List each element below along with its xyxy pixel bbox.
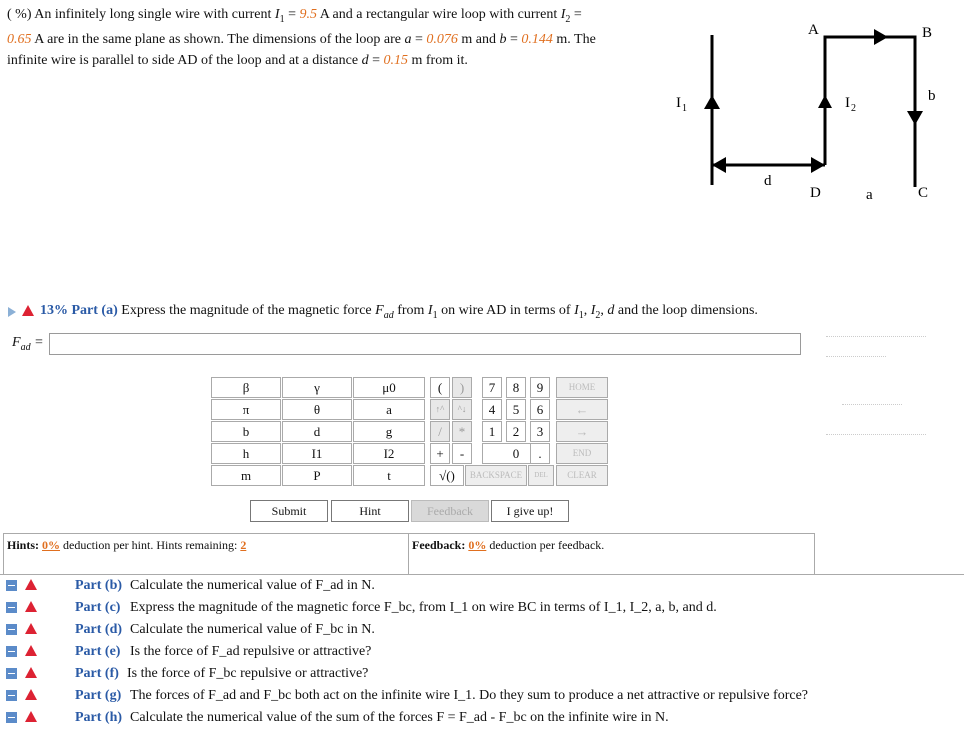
- part-row-b[interactable]: [0, 576, 964, 598]
- problem-text-6: m from it.: [411, 52, 468, 68]
- key-P[interactable]: P: [282, 465, 352, 486]
- key-arrow-up[interactable]: ↑^: [430, 399, 450, 420]
- I2-value: 0.65: [7, 32, 32, 48]
- label-d: d: [764, 173, 772, 189]
- warning-icon: [25, 645, 37, 656]
- key-backspace[interactable]: BACKSPACE: [465, 465, 527, 486]
- part-text: Calculate the numerical value of F_ad in N.: [130, 578, 375, 593]
- key-I2[interactable]: I2: [353, 443, 425, 464]
- warning-icon: [25, 689, 37, 700]
- key-9[interactable]: 9: [530, 377, 550, 398]
- collapse-icon[interactable]: [6, 602, 17, 613]
- part-a-end: and the loop dimensions.: [617, 303, 758, 318]
- key-8[interactable]: 8: [506, 377, 526, 398]
- label-b: b: [928, 88, 936, 104]
- feedback-label: Feedback:: [412, 538, 466, 552]
- label-B: B: [922, 25, 933, 41]
- label-a: a: [866, 187, 873, 203]
- part-a-from: from: [397, 303, 425, 318]
- hint-button[interactable]: Hint: [331, 500, 409, 522]
- answer-label-F: F: [12, 335, 21, 350]
- warning-icon: [25, 623, 37, 634]
- d-arrow-right: [811, 157, 825, 173]
- part-row-g[interactable]: [0, 686, 964, 708]
- b-value: 0.144: [521, 32, 553, 48]
- collapse-icon[interactable]: [6, 624, 17, 635]
- key-2[interactable]: 2: [506, 421, 526, 442]
- part-text: Express the magnitude of the magnetic force F_bc, from I_1 on wire BC in terms of I_1, I_2, a, b, and d.: [130, 600, 717, 615]
- key-7[interactable]: 7: [482, 377, 502, 398]
- part-label: Part (c): [75, 600, 121, 615]
- d-value: 0.15: [383, 52, 408, 68]
- key-divide[interactable]: /: [430, 421, 450, 442]
- summary-line: [842, 396, 902, 405]
- part-row-h[interactable]: [0, 708, 964, 730]
- key-clear[interactable]: CLEAR: [556, 465, 608, 486]
- key-gamma[interactable]: γ: [282, 377, 352, 398]
- part-label: Part (h): [75, 710, 123, 725]
- play-icon[interactable]: [8, 307, 16, 317]
- problem-prefix: ( %): [7, 7, 35, 22]
- key-h[interactable]: h: [211, 443, 281, 464]
- part-label: Part (f): [75, 666, 119, 681]
- label-D: D: [810, 185, 821, 201]
- answer-label: [12, 335, 44, 353]
- grade-summary-panel: [822, 326, 962, 456]
- key-4[interactable]: 4: [482, 399, 502, 420]
- part-a-text: 13% Part (a) Express the magnitude of the magnetic force $F_{ad}$ from $I_1$ on wire AD in terms of $I_1$, $I_2$, d and the loop dimensions.: [40, 303, 758, 321]
- part-row-c[interactable]: [0, 598, 964, 620]
- key-left[interactable]: ←: [556, 399, 608, 420]
- key-paren-open[interactable]: (: [430, 377, 450, 398]
- key-t[interactable]: t: [353, 465, 425, 486]
- hints-label: Hints:: [7, 538, 40, 552]
- key-end[interactable]: END: [556, 443, 608, 464]
- feedback-box: [408, 533, 815, 575]
- warning-icon: [25, 711, 37, 722]
- key-I1[interactable]: I1: [282, 443, 352, 464]
- I2-arrow: [818, 95, 832, 108]
- problem-text-2: A and a rectangular wire loop with current: [319, 7, 558, 22]
- key-sqrt[interactable]: √(): [430, 465, 464, 486]
- key-multiply[interactable]: *: [452, 421, 472, 442]
- wire-loop: [825, 37, 915, 187]
- feedback-button[interactable]: Feedback: [411, 500, 489, 522]
- key-6[interactable]: 6: [530, 399, 550, 420]
- wire-loop-diagram: [660, 15, 960, 215]
- d-arrow-left: [712, 157, 726, 173]
- label-C: C: [918, 185, 929, 201]
- part-a-percent: 13%: [40, 303, 68, 318]
- summary-line: [826, 326, 926, 337]
- warning-icon: [25, 601, 37, 612]
- key-b[interactable]: b: [211, 421, 281, 442]
- part-text: The forces of F_ad and F_bc both act on the infinite wire I_1. Do they sum to produce a net attractive or repulsive force?: [130, 688, 808, 703]
- collapse-icon[interactable]: [6, 580, 17, 591]
- key-5[interactable]: 5: [506, 399, 526, 420]
- warning-icon: [25, 667, 37, 678]
- problem-text-5: m. The infinite wire is parallel to side AD of the loop and at a distance: [7, 32, 596, 68]
- key-minus[interactable]: -: [452, 443, 472, 464]
- summary-line: [826, 348, 886, 357]
- give-up-button[interactable]: I give up!: [491, 500, 569, 522]
- part-text: Is the force of F_bc repulsive or attractive?: [127, 666, 369, 681]
- key-dot[interactable]: .: [530, 443, 550, 464]
- answer-input[interactable]: [49, 333, 801, 355]
- label-I1: I: [676, 95, 681, 111]
- key-1[interactable]: 1: [482, 421, 502, 442]
- hints-remaining: 2: [240, 538, 247, 552]
- force-subscript: ad: [383, 309, 394, 321]
- key-beta[interactable]: β: [211, 377, 281, 398]
- key-arrow-down[interactable]: ^↓: [452, 399, 472, 420]
- label-I1-sub: 1: [682, 103, 687, 114]
- label-I2: I: [845, 95, 850, 111]
- key-m[interactable]: m: [211, 465, 281, 486]
- key-d[interactable]: d: [282, 421, 352, 442]
- BC-arrow: [907, 111, 923, 125]
- key-paren-close[interactable]: ): [452, 377, 472, 398]
- problem-text-4: m and: [461, 32, 497, 48]
- key-pi[interactable]: π: [211, 399, 281, 420]
- part-text: Calculate the numerical value of the sum of the forces F = F_ad - F_bc on the infinite wire in N.: [130, 710, 669, 725]
- key-home[interactable]: HOME: [556, 377, 608, 398]
- problem-text-3: A are in the same plane as shown. The dimensions of the loop are: [34, 32, 401, 48]
- warning-icon: [25, 579, 37, 590]
- key-theta[interactable]: θ: [282, 399, 352, 420]
- problem-statement: ( %) An infinitely long single wire with current $I_1 = 9.5$ A and a rectangular wire loop with current $I_2 = 0.65$ A are in the same plane as shown. The dimensions of the loop are a = 0.076 m and b = 0.144 m. The infinite wire is parallel to side AD of the loop and at a distance d = 0.15 m from it.: [7, 7, 596, 68]
- AB-arrow: [874, 29, 888, 45]
- submit-button[interactable]: Submit: [250, 500, 328, 522]
- part-label: Part (g): [75, 688, 122, 703]
- collapse-icon[interactable]: [6, 690, 17, 701]
- I1-arrow: [704, 95, 720, 109]
- answer-label-eq: =: [34, 335, 44, 350]
- hints-box: [3, 533, 409, 575]
- divider: [0, 574, 964, 575]
- hints-text: deduction per hint. Hints remaining:: [63, 538, 238, 552]
- key-mu0[interactable]: μ0: [353, 377, 425, 398]
- part-a-header[interactable]: [0, 302, 964, 322]
- part-row-f[interactable]: [0, 664, 964, 686]
- I1-value: 9.5: [299, 7, 317, 22]
- label-I2-sub: 2: [851, 103, 856, 114]
- key-plus[interactable]: +: [430, 443, 450, 464]
- collapse-icon[interactable]: [6, 646, 17, 657]
- collapse-icon[interactable]: [6, 712, 17, 723]
- warning-icon: [22, 305, 34, 316]
- part-text: Is the force of F_ad repulsive or attractive?: [130, 644, 372, 659]
- key-a[interactable]: a: [353, 399, 425, 420]
- part-a-label: Part (a): [71, 303, 118, 318]
- part-label: Part (e): [75, 644, 121, 659]
- summary-line: [826, 426, 926, 435]
- key-g[interactable]: g: [353, 421, 425, 442]
- feedback-text: deduction per feedback.: [489, 538, 605, 552]
- feedback-percent: 0%: [468, 538, 487, 552]
- key-del[interactable]: DEL: [528, 465, 554, 486]
- collapse-icon[interactable]: [6, 668, 17, 679]
- key-3[interactable]: 3: [530, 421, 550, 442]
- part-row-e[interactable]: [0, 642, 964, 664]
- answer-label-sub: ad: [20, 341, 31, 353]
- part-label: Part (d): [75, 622, 123, 637]
- part-a-terms: on wire AD in terms of: [441, 303, 571, 318]
- part-text: Calculate the numerical value of F_bc in N.: [130, 622, 375, 637]
- part-a-prompt: Express the magnitude of the magnetic force: [121, 303, 372, 318]
- key-right[interactable]: →: [556, 421, 608, 442]
- force-symbol: F: [375, 303, 384, 318]
- hints-percent: 0%: [42, 538, 61, 552]
- problem-text-1: An infinitely long single wire with current: [34, 7, 272, 22]
- part-label: Part (b): [75, 578, 123, 593]
- a-value: 0.076: [426, 32, 458, 48]
- key-0[interactable]: 0: [482, 443, 550, 464]
- label-A: A: [808, 22, 819, 38]
- part-row-d[interactable]: [0, 620, 964, 642]
